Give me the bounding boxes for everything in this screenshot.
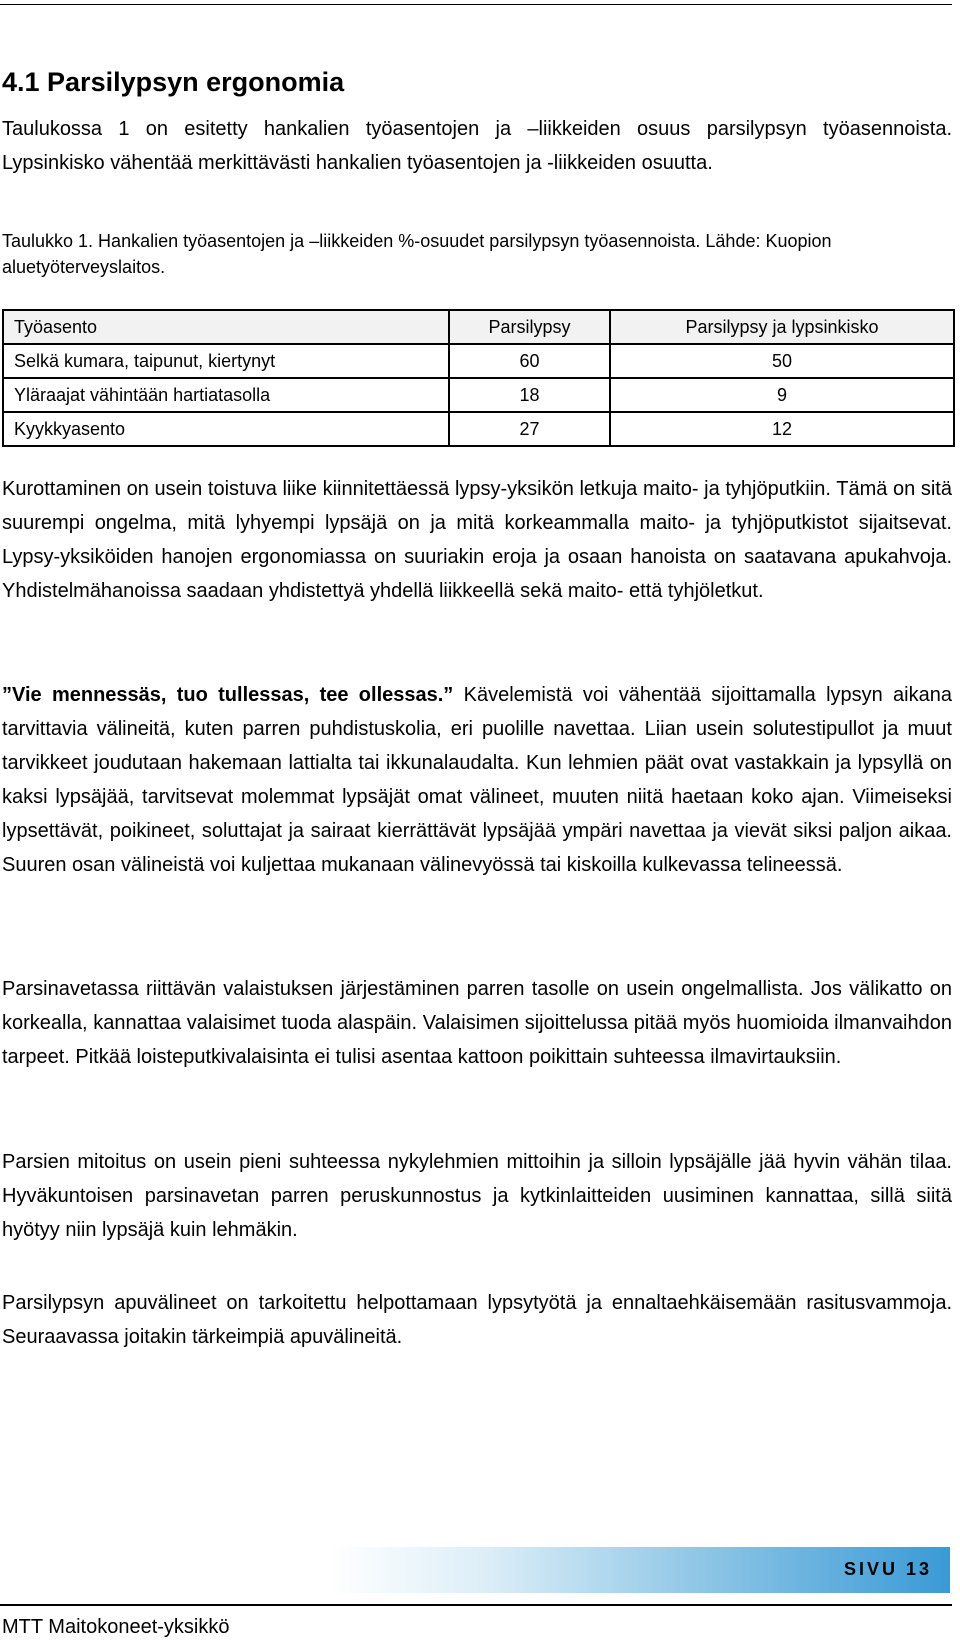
table-cell: 18: [449, 378, 610, 412]
walking-paragraph-body: Kävelemistä voi vähentää sijoittamalla lypsyn aikana tarvittavia välineitä, kuten parren puhdistuskolia, eri puolille navettaa. Liian usein solutestipullot ja muut tarvikkeet joudutaan hakemaan lattialta tai ikkunalaudalta. Kun lehmien päät ovat vastakkain ja lypsyllä on kaksi lypsäjää, tarvitsevat molemmat lypsäjät omat välineet, muuten niitä haetaan koko ajan. Viimeiseksi lypsettävät, poikineet, soluttajat ja sairaat kierrättävät lypsäjää ympäri navettaa ja vievät siksi paljon aikaa. Suuren osan välineistä voi kuljettaa mukanaan välinevyössä tai kiskoilla kulkevassa telineessä.: [2, 684, 952, 876]
reaching-paragraph: Kurottaminen on usein toistuva liike kiinnitettäessä lypsy-yksikön letkuja maito- ja tyhjöputkiin. Tämä on sitä suurempi ongelma, mitä lyhyempi lypsäjä on ja mitä korkeammalla maito- ja tyhjöputkistot sijaitsevat. Lypsy-yksiköiden hanojen ergonomiassa on suuriakin eroja ja osaan hanoista on saatavana apukahvoja. Yhdistelmähanoissa saadaan yhdistettyä yhdellä liikkeellä sekä maito- että tyhjöletkut.: [2, 478, 952, 602]
table-cell: 50: [610, 344, 954, 378]
table-cell: Selkä kumara, taipunut, kiertynyt: [3, 344, 449, 378]
table-caption: Taulukko 1. Hankalien työasentojen ja –liikkeiden %-osuudet parsilypsyn työasennoista. Lähde: Kuopion aluetyöterveyslaitos.: [2, 231, 832, 277]
lighting-paragraph: Parsinavetassa riittävän valaistuksen järjestäminen parren tasolle on usein ongelmallista. Jos välikatto on korkealla, kannattaa valaisimet tuoda alaspäin. Valaisimen sijoittelussa pitää myös huomioida ilmanvaihdon tarpeet. Pitkää loisteputkivalaisinta ei tulisi asentaa kattoon poikittain suhteessa ilmavirtauksiin.: [2, 978, 952, 1068]
table-header-cell: Työasento: [3, 310, 449, 344]
table-cell: Yläraajat vähintään hartiatasolla: [3, 378, 449, 412]
page-number: SIVU 13: [843, 1559, 932, 1579]
walking-paragraph-lead: ”Vie mennessäs, tuo tullessas, tee ollessas.”: [2, 684, 454, 706]
top-rule: [0, 4, 952, 5]
table-cell: 60: [449, 344, 610, 378]
table-cell: 12: [610, 412, 954, 446]
table-row: [3, 344, 954, 378]
section-heading: 4.1 Parsilypsyn ergonomia: [2, 67, 345, 97]
table-row: [3, 412, 954, 446]
posture-table: [2, 309, 955, 447]
intro-paragraph: Taulukossa 1 on esitetty hankalien työasentojen ja –liikkeiden osuus parsilypsyn työasennoista. Lypsinkisko vähentää merkittävästi hankalien työasentojen ja -liikkeiden osuutta.: [2, 118, 952, 174]
walking-paragraph: [2, 678, 952, 882]
table-cell: 27: [449, 412, 610, 446]
table-header-cell: Parsilypsy: [449, 310, 610, 344]
table-cell: 9: [610, 378, 954, 412]
table-header-row: [3, 310, 954, 344]
footer-gradient-bar: [330, 1547, 950, 1593]
table-cell: Kyykkyasento: [3, 412, 449, 446]
footer-organization: MTT Maitokoneet-yksikkö: [2, 1616, 230, 1638]
aids-paragraph: Parsilypsyn apuvälineet on tarkoitettu helpottamaan lypsytyötä ja ennaltaehkäisemään rasitusvammoja. Seuraavassa joitakin tärkeimpiä apuvälineitä.: [2, 1292, 952, 1348]
footer-rule: [0, 1604, 952, 1606]
table-header-cell: Parsilypsy ja lypsinkisko: [610, 310, 954, 344]
table-row: [3, 378, 954, 412]
stalls-paragraph: Parsien mitoitus on usein pieni suhteessa nykylehmien mittoihin ja silloin lypsäjälle jää hyvin vähän tilaa. Hyväkuntoisen parsinavetan parren peruskunnostus ja kytkinlaitteiden uusiminen kannattaa, sillä siitä hyötyy niin lypsäjä kuin lehmäkin.: [2, 1151, 952, 1241]
